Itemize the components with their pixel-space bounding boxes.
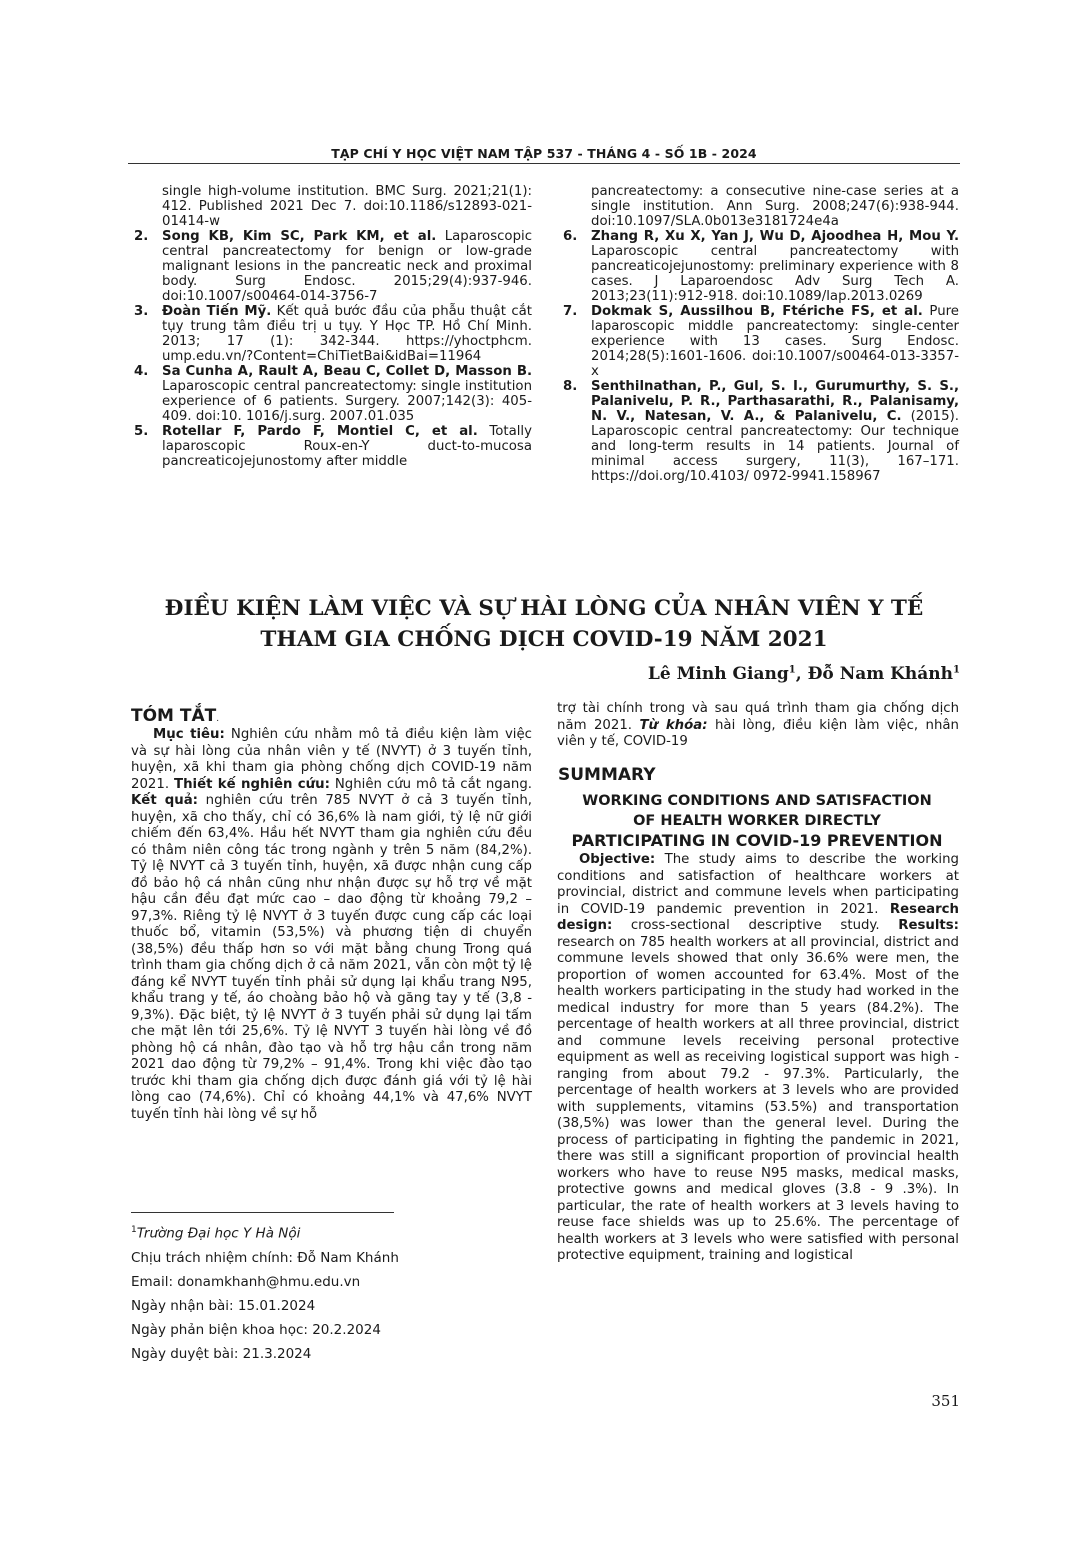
footnotes	[131, 1218, 532, 1366]
references-right-column	[557, 184, 959, 484]
reference-item	[128, 184, 532, 229]
date-approved: Ngày duyệt bài: 21.3.2024	[131, 1345, 312, 1362]
reference-text: Totally laparoscopic Roux-en-Y duct-to-mucosa pancreaticojejunostomy after middle	[162, 424, 532, 469]
abstract-vi-body	[131, 727, 532, 1123]
summary-heading: SUMMARY	[558, 765, 656, 785]
english-title	[557, 791, 957, 851]
keywords-label: Từ khóa:	[639, 717, 708, 733]
reference-number: 6.	[563, 229, 578, 244]
abstract-vi-continued	[557, 701, 959, 751]
page-number: 351	[931, 1392, 960, 1410]
author-name: Lê Minh Giang	[647, 664, 789, 684]
english-title-line: OF HEALTH WORKER DIRECTLY	[633, 813, 881, 829]
reference-number: 4.	[134, 364, 149, 379]
reference-text: (2015). Laparoscopic central pancreatectomy: Our technique and long-term results in 14 patients. Journal of minimal access surgery, 11(3), 167–171. https://doi.org/10.4103/ 0972-9941.158967	[591, 409, 960, 484]
article-title	[128, 593, 960, 655]
objective-label: Mục tiêu:	[153, 727, 225, 742]
summary-body	[557, 852, 959, 1265]
affiliation-note	[131, 1218, 532, 1246]
date-reviewed: Ngày phản biện khoa học: 20.2.2024	[131, 1321, 381, 1338]
author-affiliation-mark: 1	[953, 664, 960, 676]
footnote-divider	[131, 1212, 394, 1213]
reference-item	[557, 304, 959, 379]
reference-number: 5.	[134, 424, 149, 439]
reference-text: Laparoscopic central pancreatectomy: single institution experience of 6 patients. Surgery. 2007;142(3): 405-409. doi:10. 1016/j.surg. 2007.01.035	[162, 379, 532, 424]
reference-item	[557, 379, 959, 484]
reference-authors: Dokmak S, Aussilhou B, Ftériche FS, et al.	[591, 304, 923, 319]
results-label: Results:	[898, 918, 959, 933]
reference-number: 3.	[134, 304, 149, 319]
keywords-text: hài lòng, điều kiện làm việc, nhân viên y tế, COVID-19	[557, 717, 959, 749]
affiliation-mark: 1	[131, 1225, 137, 1235]
journal-header: TẠP CHÍ Y HỌC VIỆT NAM TẬP 537 - THÁNG 4 - SỐ 1B - 2024	[331, 146, 757, 161]
design-text: Nghiên cứu mô tả cắt ngang.	[329, 776, 532, 792]
author-separator: ,	[795, 664, 808, 684]
reference-text: single high-volume institution. BMC Surg. 2021;21(1): 412. Published 2021 Dec 7. doi:10.1186/s12893-021-01414-w	[162, 184, 532, 229]
reference-authors: Song KB, Kim SC, Park KM, et al.	[162, 229, 437, 244]
references-left-column	[128, 184, 532, 469]
results-text: nghiên cứu trên 785 NVYT ở cả 3 tuyến tỉnh, huyện, xã cho thấy, chỉ có 36,6% là nam giới, tỷ lệ nữ giới chiếm đến 63,4%. Hầu hết NVYT tham gia nghiên cứu đều có thâm niên công tác trong ngành y trên 5 năm (84,2%). Tỷ lệ NVYT cả 3 tuyến tỉnh, huyện, xã được nhận cung cấp đồ bảo hộ cá nhân cũng như nhận được sự hỗ trợ về mặt hậu cần đều đạt mức cao – dao động từ khoảng 79,2 – 97,3%. Riêng tỷ lệ NVYT ở 3 tuyến được cung cấp các loại thuốc bổ, vitamin (53,5%) và phương tiện di chuyển (38,5%) đều thấp hơn so với mặt bằng chung Trong quá trình tham gia chống dịch ở cả năm 2021, vẫn còn một tỷ lệ đáng kể NVYT tuyến tỉnh phải sử dụng lại khẩu trang N95, khẩu trang y tế, áo choàng bảo hộ và găng tay y tế (3,8 - 9,3%). Đặc biệt, tỷ lệ NVYT ở 3 tuyến phải sử dụng lại tấm che mặt lên tới 25,6%. Tỷ lệ NVYT 3 tuyến hài lòng về đồ phòng hộ cá nhân, đào tạo và hỗ trợ hậu cần trong năm 2021 dao động từ 79,2% – 91,4%. Trong khi việc đào tạo trước khi tham gia chống dịch được đánh giá với tỷ lệ hài lòng cao (74,6%). Chỉ có khoảng 44,1% và 47,6% NVYT tuyến tỉnh hài lòng về sự hỗ	[131, 793, 532, 1122]
reference-authors: Sa Cunha A, Rault A, Beau C, Collet D, Masson B.	[162, 364, 532, 379]
reference-number: 7.	[563, 304, 578, 319]
corresponding-email: Email: donamkhanh@hmu.edu.vn	[131, 1273, 361, 1290]
reference-item	[128, 424, 532, 469]
results-text: research on 785 health workers at all provincial, district and commune levels showed that only 36.6% were men, the proportion of women accounted for 63.4%. Most of the health workers participating in the study had worked in the medical industry for more than 5 years (84.2%). The percentage of health workers at all three provincial, district and commune levels receiving personal protective equipment as well as receiving logistical support was high - ranging from about 79.2 - 97.3%. Particularly, the percentage of health workers at 3 levels who are provided with supplements, vitamins (53.5%) and transportation (38,5%) was lower than the general level. During the process of participating in fighting the pandemic in 2021, there was still a significant proportion of provincial health workers who have to reuse N95 masks, medical masks, protective gowns and medical gloves (3.8 - 9 .3%). In particular, the rate of health workers at 3 levels having to reuse face shields was up to 25.6%. The percentage of health workers at 3 levels who were satisfied with personal protective equipment, training and logistical	[557, 934, 959, 1263]
reference-text: Pure laparoscopic middle pancreatectomy: single-center experience with 13 cases. Surg Endosc. 2014;28(5):1601-1606. doi:10.1007/s00464-013-3357-x	[591, 304, 959, 379]
reference-authors: Đoàn Tiến Mỹ.	[162, 304, 272, 319]
reference-text: Laparoscopic central pancreatectomy for benign or low-grade malignant lesions in the pancreatic neck and proximal body. Surg Endosc. 2015;29(4):937-946. doi:10.1007/s00464-014-3756-7	[162, 229, 533, 304]
article-title-line: THAM GIA CHỐNG DỊCH COVID-19 NĂM 2021	[260, 627, 828, 652]
reference-text: Laparoscopic central pancreatectomy with pancreaticojejunostomy: preliminary experience with 8 cases. J Laparoendosc Adv Surg Tech A. 2013;23(11):912-918. doi:10.1089/lap.2013.0269	[591, 244, 959, 304]
design-label: Thiết kế nghiên cứu:	[174, 776, 330, 792]
reference-text: Kết quả bước đầu của phẫu thuật cắt tụy trung tâm điều trị u tụy. Y Học TP. Hồ Chí Minh. 2013; 17 (1): 342-344. https://yhoctphcm. ump.edu.vn/?Content=ChiTietBai&idBai=11964	[162, 304, 532, 364]
objective-label: Objective:	[579, 852, 656, 867]
article-title-line: ĐIỀU KIỆN LÀM VIỆC VÀ SỰ HÀI LÒNG CỦA NHÂN VIÊN Y TẾ	[164, 596, 924, 621]
results-label: Kết quả:	[131, 793, 198, 808]
design-label: Research design:	[557, 901, 959, 933]
author-name: Đỗ Nam Khánh	[807, 664, 954, 684]
reference-item	[128, 364, 532, 424]
reference-item	[128, 229, 532, 304]
header-divider	[128, 163, 960, 164]
author-affiliation-mark: 1	[788, 664, 796, 676]
reference-item	[557, 184, 959, 229]
objective-text: The study aims to describe the working conditions and satisfaction of healthcare workers at provincial, district and commune levels when participating in COVID-19 pandemic prevention in 2021.	[557, 852, 959, 917]
reference-authors: Zhang R, Xu X, Yan J, Wu D, Ajoodhea H, Mou Y.	[591, 229, 959, 244]
reference-text: pancreatectomy: a consecutive nine-case series at a single institution. Ann Surg. 2008;247(6):938-944. doi:10.1097/SLA.0b013e3181724e4a	[591, 184, 959, 229]
abstract-heading-dot: .	[216, 714, 220, 724]
affiliation-text: Trường Đại học Y Hà Nội	[136, 1225, 301, 1242]
objective-text: Nghiên cứu nhằm mô tả điều kiện làm việc và sự hài lòng của nhân viên y tế (NVYT) ở 3 tuyến tỉnh, huyện, xã khi tham gia phòng chống dịch COVID-19 năm 2021.	[131, 727, 532, 792]
design-text: cross-sectional descriptive study.	[612, 918, 899, 933]
reference-item	[128, 304, 532, 364]
reference-item	[557, 229, 959, 304]
date-received: Ngày nhận bài: 15.01.2024	[131, 1297, 316, 1314]
reference-authors: Rotellar F, Pardo F, Montiel C, et al.	[162, 424, 478, 439]
reference-number: 2.	[134, 229, 149, 244]
corresponding-author: Chịu trách nhiệm chính: Đỗ Nam Khánh	[131, 1249, 399, 1266]
english-title-line: PARTICIPATING IN COVID-19 PREVENTION	[571, 831, 943, 850]
reference-number: 8.	[563, 379, 578, 394]
article-authors	[648, 664, 960, 684]
abstract-heading-text: TÓM TẮT	[131, 706, 217, 726]
reference-authors: Senthilnathan, P., Gul, S. I., Gurumurthy, S. S., Palanivelu, P. R., Parthasarathi, R., Palanisamy, N. V., Natesan, V. A., & Palanivelu, C.	[591, 379, 959, 424]
abstract-continued-text: trợ tài chính trong và sau quá trình tham gia chống dịch năm 2021.	[557, 701, 959, 733]
english-title-line: WORKING CONDITIONS AND SATISFACTION	[582, 793, 932, 809]
abstract-heading-vi	[131, 706, 219, 726]
